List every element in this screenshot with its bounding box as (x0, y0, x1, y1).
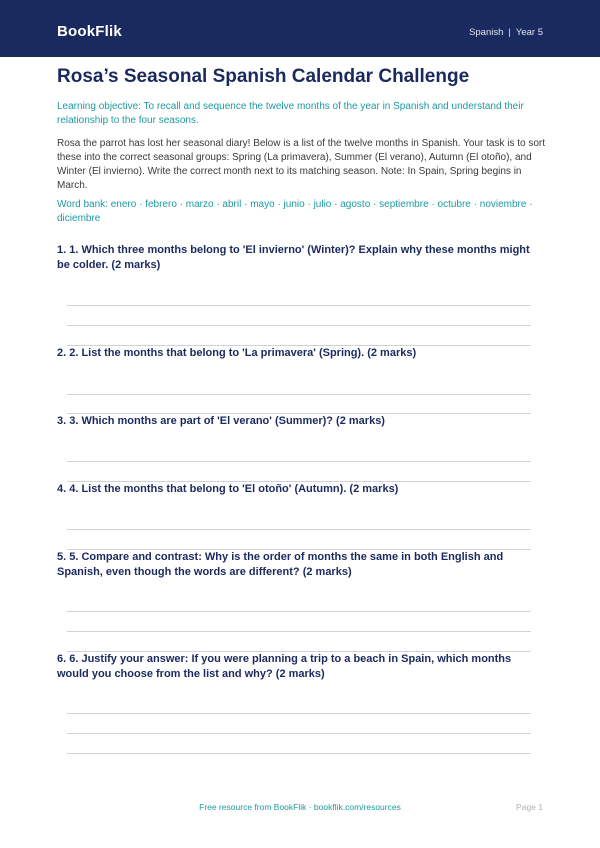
question-3: 3. 3. Which months are part of 'El verano' (Summer)? (2 marks) (57, 415, 385, 427)
question-2: 2. 2. List the months that belong to 'La primavera' (Spring). (2 marks) (57, 347, 417, 359)
separator: | (508, 27, 511, 38)
answer-line[interactable] (67, 394, 531, 395)
question-4: 4. 4. List the months that belong to 'El otoño' (Autumn). (2 marks) (57, 483, 399, 495)
question-1: 1. 1. Which three months belong to 'El invierno' (Winter)? Explain why these months might be colder. (2 marks) (57, 244, 530, 271)
question-6: 6. 6. Justify your answer: If you were planning a trip to a beach in Spain, which months would you choose from the list and why? (2 marks) (57, 653, 512, 680)
answer-line[interactable] (67, 529, 531, 530)
answer-line[interactable] (67, 753, 531, 754)
answer-line[interactable] (67, 713, 531, 714)
answer-line[interactable] (67, 631, 531, 632)
page-number: Page 1 (516, 802, 543, 812)
brand-logo: BookFlik (57, 23, 122, 40)
worksheet-title: Rosa’s Seasonal Spanish Calendar Challenge (57, 66, 470, 87)
subject-year (469, 27, 543, 38)
header-bar (0, 0, 600, 57)
word-bank: Word bank: enero · febrero · marzo · abril · mayo · junio · julio · agosto · septiembre · octubre · noviembre · diciembre (57, 199, 533, 224)
question-5: 5. 5. Compare and contrast: Why is the order of months the same in both English and Spanish, even though the words are different? (2 marks) (57, 551, 504, 578)
subject-label: Spanish (469, 27, 504, 38)
intro-paragraph: Rosa the parrot has lost her seasonal diary! Below is a list of the twelve months in Spanish. Your task is to sort these into the correct seasonal groups: Spring (La primavera), Summer (El verano), Autumn (El otoño), and Winter (El invierno). Write the correct month next to its matching season. Note: In Spain, Spring begins in March. (57, 138, 546, 191)
learning-objective: Learning objective: To recall and sequence the twelve months of the year in Spanish and understand their relationship to the four seasons. (57, 101, 524, 126)
answer-line[interactable] (67, 325, 531, 326)
answer-line[interactable] (67, 733, 531, 734)
footer-credit: Free resource from BookFlik · bookflik.com/resources (199, 802, 401, 812)
year-label: Year 5 (515, 27, 543, 38)
answer-line[interactable] (67, 305, 531, 306)
answer-line[interactable] (67, 461, 531, 462)
answer-line[interactable] (67, 611, 531, 612)
